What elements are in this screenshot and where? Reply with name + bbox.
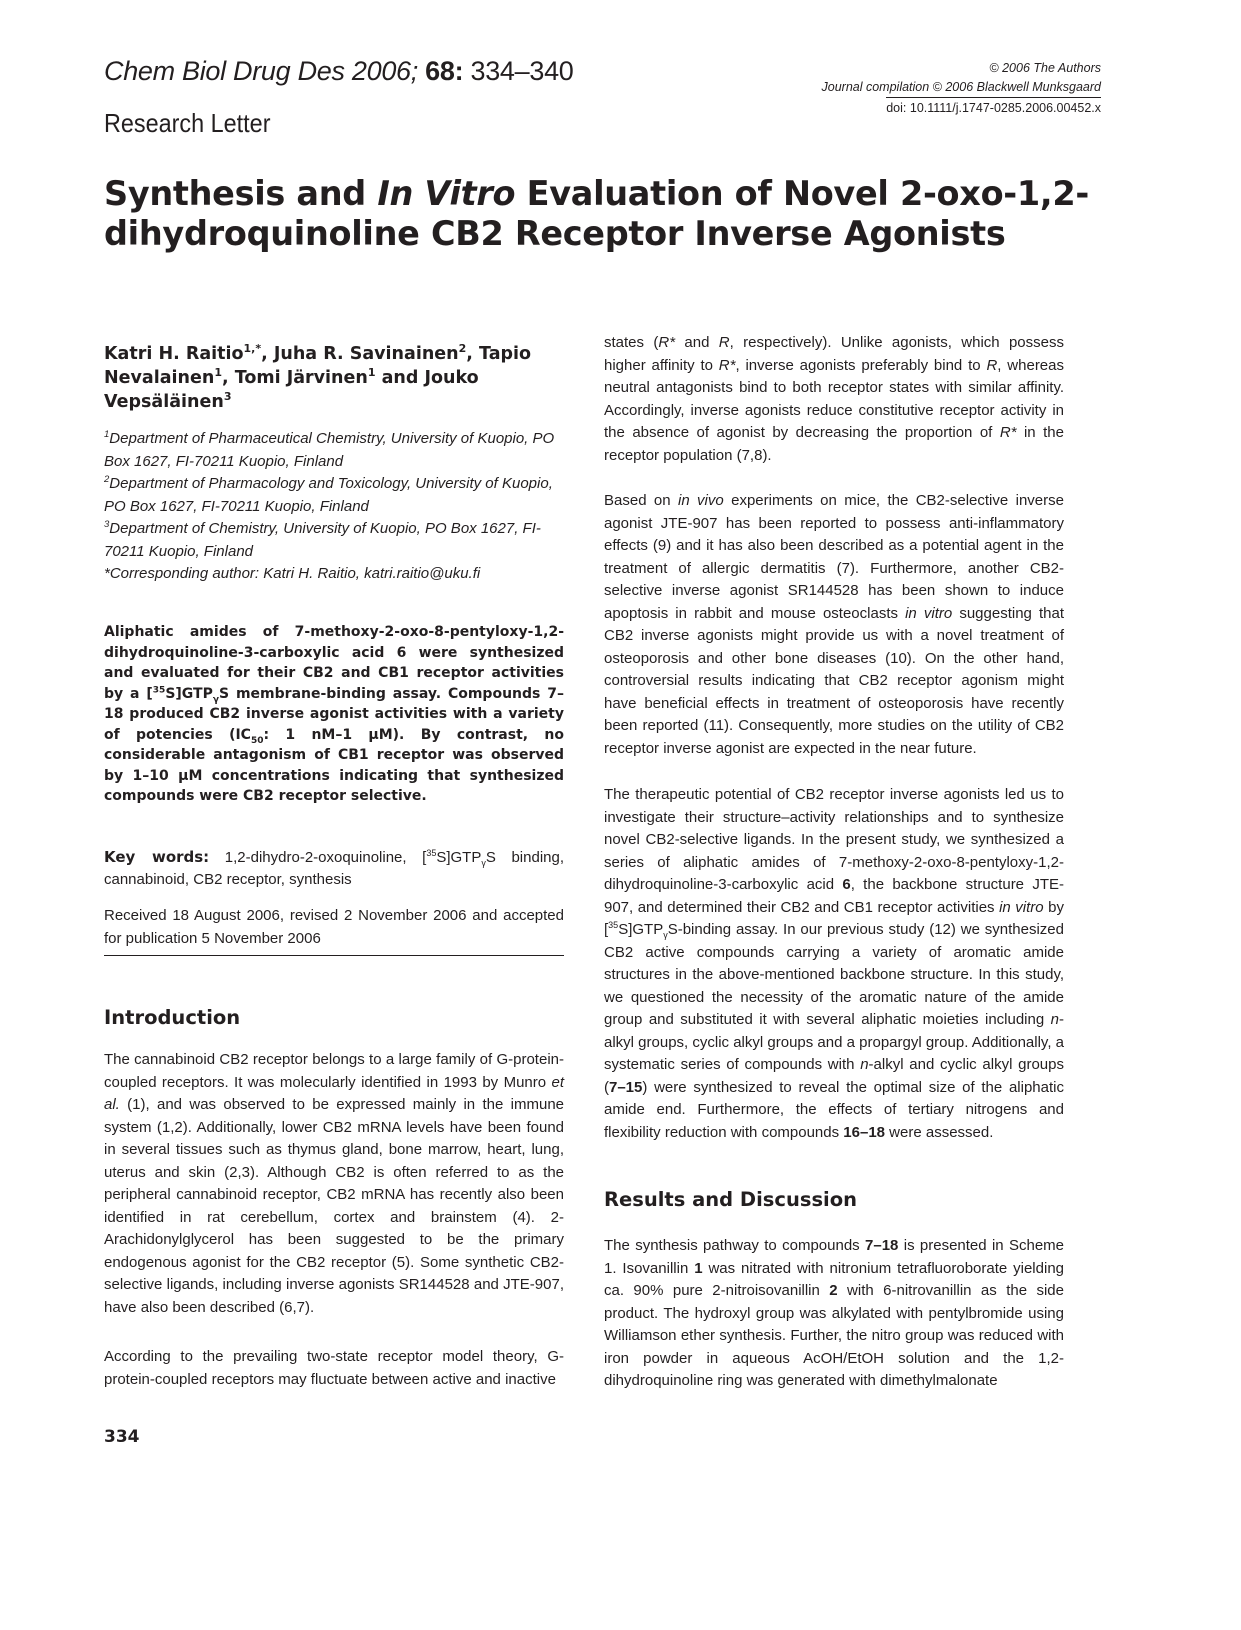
title-part-2: Evaluation of Novel 2-oxo-1,2-dihydroquinoline CB2 Receptor Inverse Agonists: [104, 174, 1089, 253]
rp3-i: were assessed.: [885, 1123, 994, 1141]
rp3-n2: n: [860, 1056, 869, 1073]
rp3-range2: 16–18: [843, 1123, 886, 1141]
rp3-a: The therapeutic potential of CB2 receptor inverse agonists led us to investigate their structure–activity relationships and to synthesize novel CB2-selective ligands. In the present study, we synthesized a series of aliphatic amides of 7-methoxy-2-oxo-8-pentyloxy-1,2-dihydroquinoline-3-carboxylic acid: [604, 786, 1064, 893]
keywords-text-3: S binding, cannabinoid, CB2 receptor, synthesis: [104, 849, 564, 888]
abstract-text-2: S]GTP: [165, 685, 213, 702]
journal-volume: 68:: [425, 56, 464, 86]
rp1-rstar1: R*: [658, 334, 676, 351]
keywords-label: Key words:: [104, 848, 210, 866]
rp4-c: was nitrated with nitronium tetrafluoroborate yielding ca. 90% pure 2-nitroisovanillin: [604, 1259, 1065, 1299]
affiliation-3: [104, 518, 574, 563]
abstract-text-1: Aliphatic amides of 7-methoxy-2-oxo-8-pentyloxy-1,2-dihydroquinoline-3-carboxylic acid 6 were synthesized and evaluated for their CB2 and CB1 receptor activities by a [: [104, 624, 564, 702]
paper-title: [104, 174, 1104, 254]
author-1: Katri H. Raitio: [104, 344, 244, 364]
rp3-c: by [: [604, 898, 1065, 938]
rp3-sup: 35: [608, 920, 619, 930]
copyright-line-1: © 2006 The Authors: [989, 61, 1101, 75]
rp1-rstar3: R*: [999, 424, 1017, 441]
rp1-rstar2: R*: [718, 356, 736, 374]
rp2-c: suggesting that CB2 inverse agonists might provide us with a novel treatment of osteoporosis and other bone diseases (10). On the other hand, controversial results indicating that CB2 receptor agonism might have beneficial effects in treatment of osteoporosis have recently been reported (11). Consequently, more studies on the utility of CB2 receptor inverse agonist are expected in the near future.: [604, 604, 1064, 757]
keywords-sup: 35: [426, 848, 437, 858]
affiliations: [104, 428, 574, 586]
rp3-f: -alkyl groups, cyclic alkyl groups and a propargyl group. Additionally, a systematic series of compounds with: [604, 1011, 1064, 1073]
results-heading: Results and Discussion: [604, 1188, 858, 1211]
intro-p1-etal: et al.: [104, 1073, 564, 1113]
author-list: Katri H. Raitio$^{1,*}$, Juha R. Savinainen$^2$, Tapio Nevalainen$^1$, Tomi Järvinen$^1$ and Jouko Vepsäläinen$^3$: [104, 342, 532, 412]
rp1-f: in the receptor population (7,8).: [604, 424, 1064, 464]
affiliation-2-sup: 2: [104, 474, 110, 485]
rp3-g: -alkyl and cyclic alkyl groups (: [604, 1056, 1064, 1096]
affiliation-3-sup: 3: [104, 519, 110, 530]
abstract-text-3: S membrane-binding assay. Compounds 7–18 produced CB2 inverse agonist activities with a variety of potencies (IC: [104, 685, 564, 743]
rp1-e: , whereas neutral antagonists bind to both receptor states with similar affinity. Accordingly, inverse agonists reduce constitutive receptor activity in the absence of agonist by decreasing the proportion of: [604, 356, 1064, 441]
rp2-a: Based on: [604, 492, 678, 509]
rp3-b: , the backbone structure JTE-907, and determined their CB2 and CB1 receptor activities: [604, 876, 1064, 916]
author-4-sup: 1: [367, 366, 376, 380]
divider: [104, 955, 564, 956]
intro-paragraph-1: [104, 1049, 564, 1319]
keywords-gamma: γ: [481, 858, 486, 868]
rp1-d: , inverse agonists preferably bind to: [735, 356, 987, 374]
journal-citation: [104, 56, 574, 87]
abstract-sub: 50: [250, 735, 264, 746]
doi: doi: 10.1111/j.1747-0285.2006.00452.x: [886, 97, 1101, 118]
affiliation-2-text: Department of Pharmacology and Toxicology, University of Kuopio, PO Box 1627, FI-70211 Kuopio, Finland: [104, 475, 553, 515]
copyright-line-2: Journal compilation © 2006 Blackwell Munksgaard: [821, 80, 1101, 94]
rp3-n1: n: [1050, 1011, 1059, 1028]
author-1-sup: 1,*: [243, 342, 262, 356]
rp3-e: S-binding assay. In our previous study (12) we synthesized CB2 active compounds carrying a variety of aromatic amide structures in the above-mentioned backbone structure. In this study, we questioned the necessity of the aromatic nature of the amide group and substituted it with several aliphatic moieties including: [604, 921, 1064, 1028]
rp3-d: S]GTP: [618, 921, 664, 938]
author-2-sup: 2: [458, 342, 467, 356]
rp1-r2: R: [986, 356, 998, 374]
intro-paragraph-2: According to the prevailing two-state receptor model theory, G-protein-coupled receptors may fluctuate between active and inactive: [104, 1348, 564, 1388]
journal-name: Chem Biol Drug Des 2006;: [104, 56, 418, 86]
abstract: [104, 622, 564, 807]
author-2: Juha R. Savinainen: [273, 344, 459, 364]
right-paragraph-2: [604, 490, 1064, 760]
received-dates: Received 18 August 2006, revised 2 November 2006 and accepted for publication 5 November 2006: [104, 907, 564, 947]
keywords-text-2: S]GTP: [436, 849, 482, 866]
author-5: Jouko Vepsäläinen: [104, 368, 479, 412]
right-paragraph-1: [604, 332, 1064, 467]
rp4-two: 2: [829, 1282, 838, 1299]
rp2-b: experiments on mice, the CB2-selective inverse agonist JTE-907 has been reported to possess anti-inflammatory effects (9) and it has also been described as a potential agent in the treatment of allergic dermatitis (7). Furthermore, another CB2-selective inverse agonist SR144528 has been shown to induce apoptosis in rabbit and mouse osteoclasts: [604, 492, 1064, 622]
abstract-sup: 35: [152, 684, 166, 695]
rp3-six: 6: [842, 876, 851, 893]
author-and: and: [375, 368, 425, 388]
rp1-r1: R: [718, 334, 730, 351]
author-3-sup: 1: [214, 366, 222, 380]
affiliation-1: [104, 428, 574, 473]
abstract-text-4: : 1 nM–1 μM). By contrast, no considerable antagonism of CB1 receptor was observed by 1–10 μM concentrations indicating that synthesized compounds were CB2 receptor selective.: [104, 726, 564, 804]
right-paragraph-4: [604, 1235, 1064, 1393]
author-3: Tapio Nevalainen: [104, 344, 532, 388]
rp4-d: with 6-nitrovanillin as the side product. The hydroxyl group was alkylated with pentylbromide using Williamson ether synthesis. Further, the nitro group was reduced with iron powder in aqueous AcOH/EtOH solution and the 1,2-dihydroquinoline ring was generated with dimethylmalonate: [604, 1282, 1064, 1389]
rp3-range1: 7–15: [609, 1078, 643, 1096]
rp4-b: is presented in Scheme 1. Isovanillin: [604, 1237, 1065, 1277]
corresponding-author: *Corresponding author: Katri H. Raitio, katri.raitio@uku.fi: [104, 565, 481, 582]
affiliation-3-text: Department of Chemistry, University of Kuopio, PO Box 1627, FI-70211 Kuopio, Finland: [104, 520, 541, 560]
rp4-one: 1: [694, 1259, 703, 1277]
abstract-gamma: γ: [212, 694, 219, 705]
affiliation-1-sup: 1: [104, 429, 110, 440]
affiliation-1-text: Department of Pharmaceutical Chemistry, University of Kuopio, PO Box 1627, FI-70211 Kuopio, Finland: [104, 430, 555, 470]
author-4: Tomi Järvinen: [234, 368, 368, 388]
rp4-a: The synthesis pathway to compounds: [604, 1237, 866, 1254]
intro-heading: Introduction: [104, 1006, 241, 1029]
rp4-range: 7–18: [865, 1237, 899, 1254]
journal-pages: 334–340: [470, 56, 574, 86]
affiliation-2: [104, 473, 574, 518]
article-type: Research Letter: [104, 108, 271, 138]
rp1-c: , respectively). Unlike agonists, which possess higher affinity to: [604, 334, 1064, 374]
rp3-h: ) were synthesized to reveal the optimal size of the aliphatic amide end. Furthermore, the effects of tertiary nitrogens and flexibility reduction with compounds: [604, 1078, 1064, 1141]
rp1-b: and: [675, 334, 719, 351]
intro-p1-b: (1), and was observed to be expressed mainly in the immune system (1,2). Additionally, lower CB2 mRNA levels have been found in several tissues such as thymus gland, bone marrow, heart, lung, uterus and skin (2,3). Although CB2 is often referred to as the peripheral cannabinoid receptor, CB2 mRNA has recently also been identified in rat cerebellum, cortex and brainstem (4). 2-Arachidonylglycerol has been suggested to be the primary endogenous agonist for the CB2 receptor (5). Some synthetic CB2-selective ligands, including inverse agonists SR144528 and JTE-907, have also been described (6,7).: [104, 1096, 564, 1316]
rp3-gamma: γ: [663, 930, 668, 940]
rp1-a: states (: [604, 334, 659, 351]
intro-p1-a: The cannabinoid CB2 receptor belongs to a large family of G-protein-coupled receptors. It was molecularly identified in 1993 by Munro: [104, 1051, 564, 1091]
rp2-invitro: in vitro: [905, 604, 953, 622]
rp2-invivo: in vivo: [677, 492, 724, 509]
page-number: 334: [104, 1427, 140, 1447]
author-5-sup: 3: [223, 390, 232, 404]
title-italic: In Vitro: [377, 174, 516, 213]
title-part-1: Synthesis and: [104, 174, 378, 213]
rp3-invitro: in vitro: [999, 898, 1044, 916]
keywords-text-1: 1,2-dihydro-2-oxoquinoline, [: [209, 849, 427, 866]
copyright-block: [822, 59, 1102, 118]
right-paragraph-3: [604, 784, 1064, 1144]
keywords: [104, 846, 564, 891]
